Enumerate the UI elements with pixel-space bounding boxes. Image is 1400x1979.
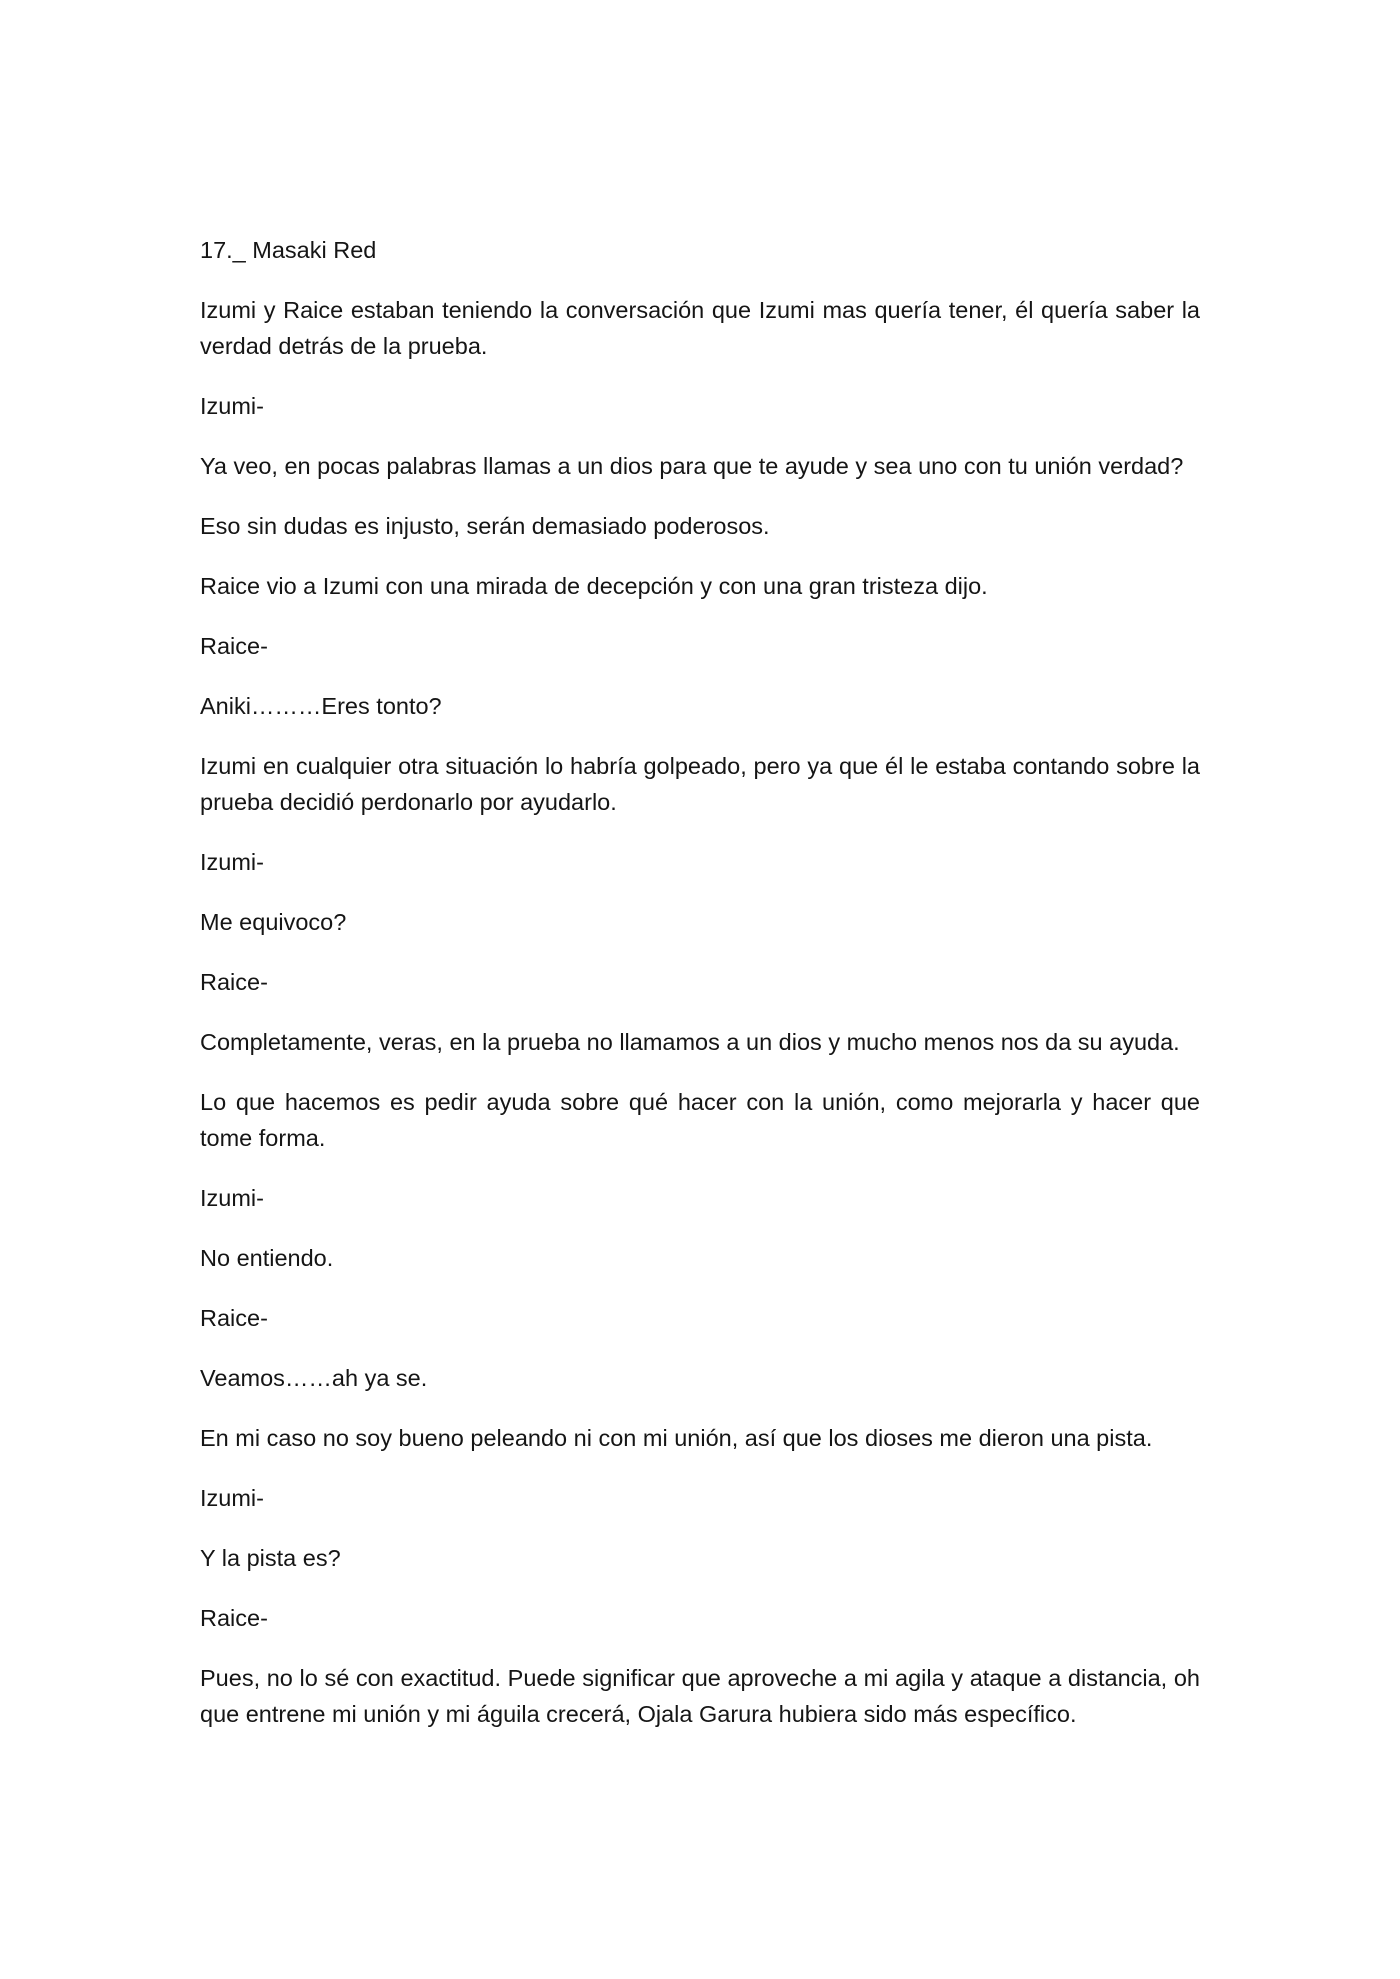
dialogue-line: Aniki………Eres tonto? [200, 693, 442, 719]
paragraph: Izumi y Raice estaban teniendo la conversación que Izumi mas quería tener, él quería saber la verdad detrás de la prueba. [200, 297, 1200, 359]
dialogue-line: En mi caso no soy bueno peleando ni con mi unión, así que los dioses me dieron una pista. [200, 1425, 1153, 1451]
dialogue-line: Lo que hacemos es pedir ayuda sobre qué hacer con la unión, como mejorarla y hacer que tome forma. [200, 1089, 1200, 1151]
dialogue-line: Ya veo, en pocas palabras llamas a un dios para que te ayude y sea uno con tu unión verdad? [200, 453, 1184, 479]
paragraph: Raice vio a Izumi con una mirada de decepción y con una gran tristeza dijo. [200, 573, 988, 599]
dialogue-line: Y la pista es? [200, 1545, 341, 1571]
dialogue-line: Eso sin dudas es injusto, serán demasiado poderosos. [200, 513, 770, 539]
document-body [200, 232, 1200, 1756]
chapter-title: 17._ Masaki Red [200, 237, 377, 263]
speaker-label: Izumi- [200, 1185, 264, 1211]
dialogue-line: Pues, no lo sé con exactitud. Puede significar que aproveche a mi agila y ataque a distancia, oh que entrene mi unión y mi águila crecerá, Ojala Garura hubiera sido más específico. [200, 1665, 1200, 1727]
dialogue-line: No entiendo. [200, 1245, 334, 1271]
dialogue-line: Me equivoco? [200, 909, 347, 935]
dialogue-line: Completamente, veras, en la prueba no llamamos a un dios y mucho menos nos da su ayuda. [200, 1029, 1180, 1055]
speaker-label: Raice- [200, 1605, 268, 1631]
paragraph: Izumi en cualquier otra situación lo habría golpeado, pero ya que él le estaba contando sobre la prueba decidió perdonarlo por ayudarlo. [200, 753, 1200, 815]
speaker-label: Izumi- [200, 393, 264, 419]
speaker-label: Izumi- [200, 849, 264, 875]
speaker-label: Izumi- [200, 1485, 264, 1511]
speaker-label: Raice- [200, 1305, 268, 1331]
dialogue-line: Veamos……ah ya se. [200, 1365, 428, 1391]
speaker-label: Raice- [200, 633, 268, 659]
speaker-label: Raice- [200, 969, 268, 995]
